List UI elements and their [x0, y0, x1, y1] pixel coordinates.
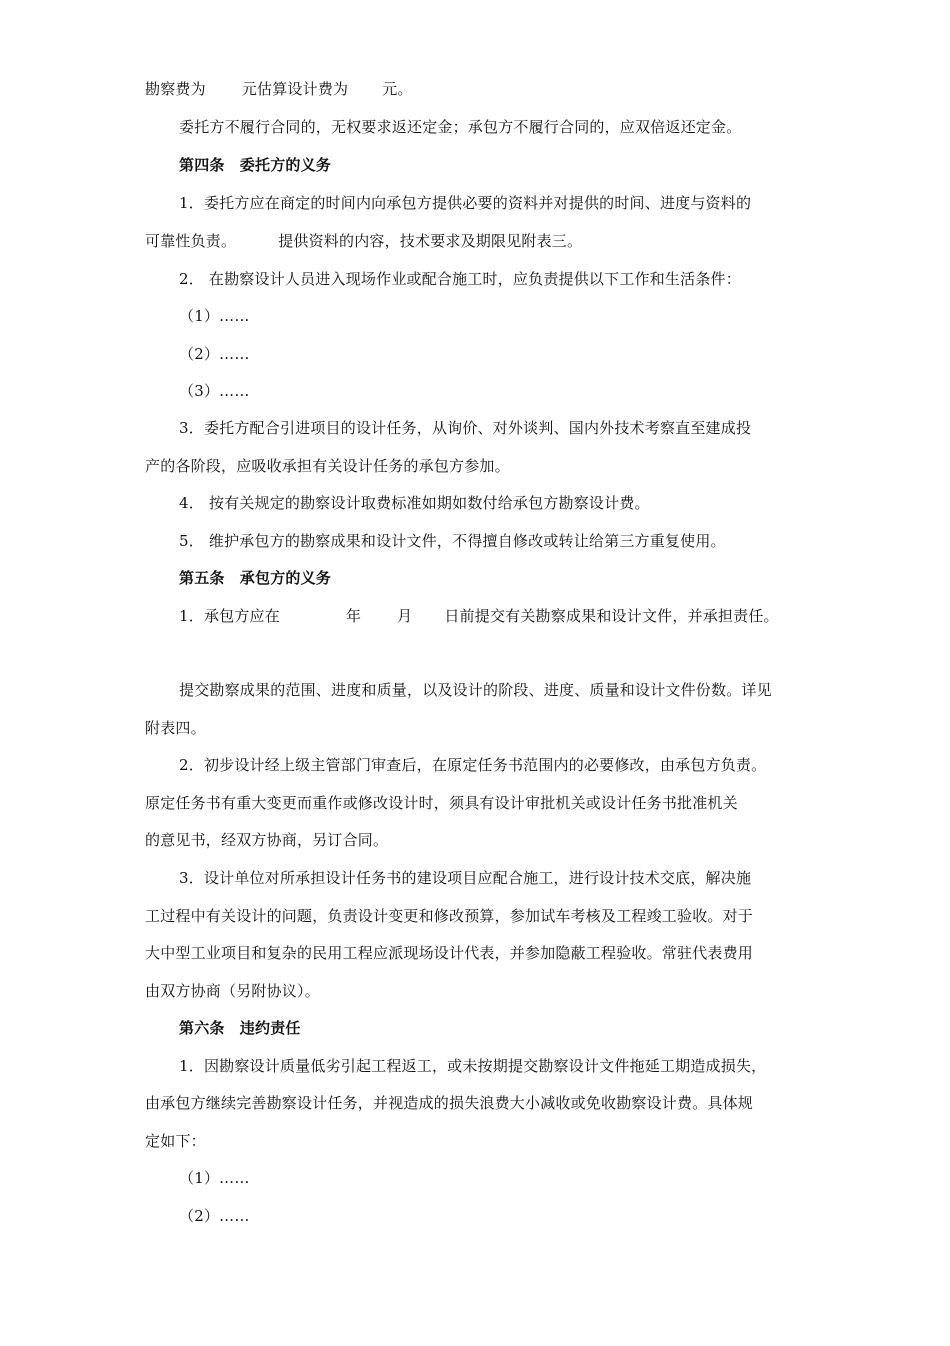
article5-item1-b: 日前提交有关勘察成果和设计文件，并承担责任。: [444, 607, 779, 625]
article5-item2-line1: 2．初步设计经上级主管部门审查后，在原定任务书范围内的必要修改，由承包方负责。: [179, 756, 767, 774]
article5-item2-line3: 的意见书，经双方协商，另订合同。: [145, 831, 389, 849]
article4-item5: 5． 维护承包方的勘察成果和设计文件，不得擅自修改或转让给第三方重复使用。: [179, 532, 726, 550]
article5-item2-line2: 原定任务书有重大变更而重作或修改设计时，须具有设计审批机关或设计任务书批准机关: [145, 794, 738, 812]
article5-scope-line2: 附表四。: [145, 719, 206, 737]
article5-heading: 第五条 承包方的义务: [179, 569, 332, 587]
fee-suffix: 元。: [382, 80, 413, 98]
article4-heading: 第四条 委托方的义务: [179, 156, 332, 174]
article5-scope-line1: 提交勘察成果的范围、进度和质量，以及设计的阶段、进度、质量和设计文件份数。详见: [179, 681, 772, 699]
article6-item1-line1: 1．因勘察设计质量低劣引起工程返工，或未按期提交勘察设计文件拖延工期造成损失，: [179, 1057, 767, 1075]
deposit-clause: 委托方不履行合同的，无权要求返还定金；承包方不履行合同的，应双倍返还定金。: [179, 118, 742, 136]
article4-item1-line2b: 提供资料的内容，技术要求及期限见附表三。: [278, 232, 583, 250]
article5-item3-line3: 大中型工业项目和复杂的民用工程应派现场设计代表，并参加隐蔽工程验收。常驻代表费用: [145, 944, 754, 962]
article5-item1: [179, 606, 779, 626]
article6-sub2: （2）……: [179, 1207, 250, 1225]
article4-sub3: （3）……: [179, 382, 250, 400]
article5-item3-line4: 由双方协商（另附协议）。: [145, 982, 320, 1000]
article5-item1-year: 年: [345, 607, 362, 625]
article6-item1-line3: 定如下：: [145, 1132, 206, 1150]
article5-item1-a: 1．承包方应在: [179, 607, 280, 625]
article4-item3-line1: 3．委托方配合引进项目的设计任务，从询价、对外谈判、国内外技术考察直至建成投: [179, 419, 752, 437]
article5-item3-line2: 工过程中有关设计的问题，负责设计变更和修改预算，参加试车考核及工程竣工验收。对于: [145, 907, 754, 925]
article6-item1-line2: 由承包方继续完善勘察设计任务，并视造成的损失浪费大小减收或免收勘察设计费。具体规: [145, 1094, 754, 1112]
article5-item1-month: 月: [397, 607, 413, 625]
fee-line: [145, 79, 413, 99]
article4-item1-line2a: 可靠性负责。: [145, 232, 237, 250]
article5-item3-line1: 3．设计单位对所承担设计任务书的建设项目应配合施工，进行设计技术交底，解决施: [179, 869, 752, 887]
article6-sub1: （1）……: [179, 1169, 250, 1187]
fee-prefix: 勘察费为: [145, 80, 206, 98]
article4-item3-line2: 产的各阶段，应吸收承担有关设计任务的承包方参加。: [145, 457, 510, 475]
article4-item2: 2． 在勘察设计人员进入现场作业或配合施工时，应负责提供以下工作和生活条件：: [179, 270, 741, 288]
article6-heading: 第六条 违约责任: [179, 1019, 301, 1037]
article4-sub1: （1）……: [179, 307, 250, 325]
article4-sub2: （2）……: [179, 345, 250, 363]
fee-middle: 元估算设计费为: [241, 80, 349, 98]
article4-item4: 4． 按有关规定的勘察设计取费标准如期如数付给承包方勘察设计费。: [179, 494, 650, 512]
article4-item1-line1: 1．委托方应在商定的时间内向承包方提供必要的资料并对提供的时间、进度与资料的: [179, 194, 752, 212]
article4-item1-line2: [145, 231, 582, 251]
